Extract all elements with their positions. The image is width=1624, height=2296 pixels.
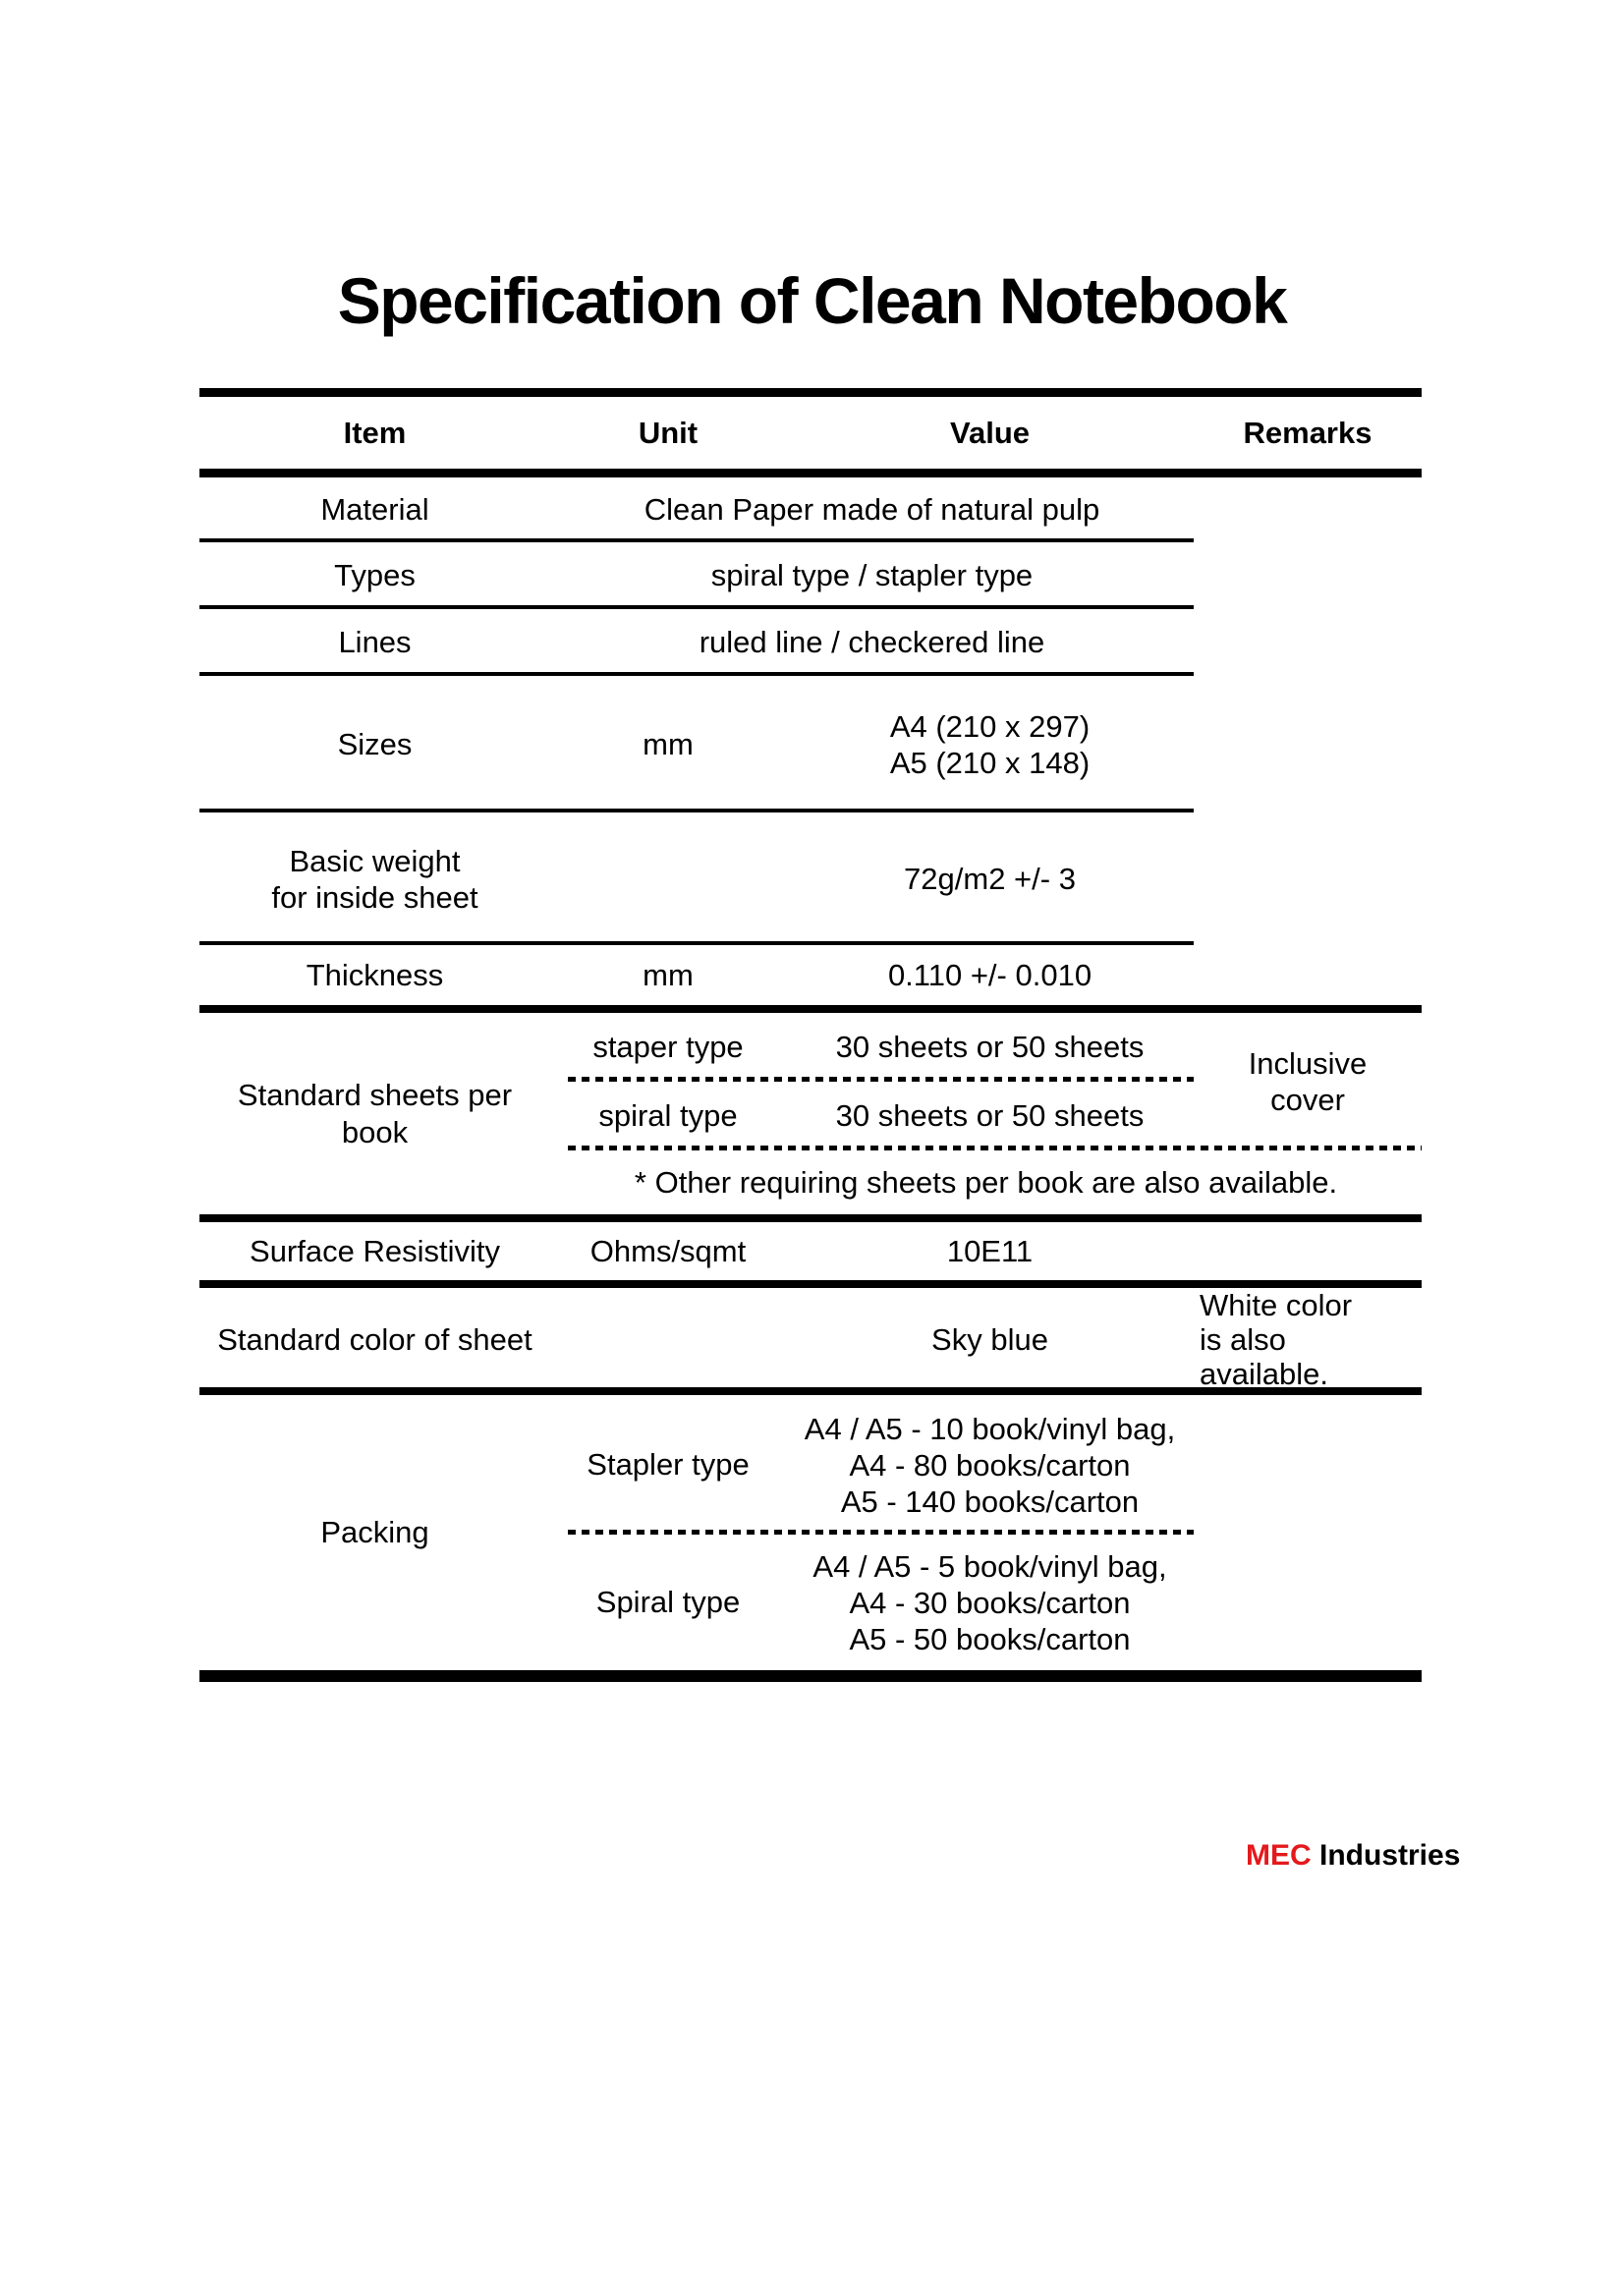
thickness-value-cell: 0.110 +/- 0.010 (887, 957, 1092, 992)
sheets-remarks-cell: Inclusive cover (1248, 1045, 1368, 1117)
sheets-item-cell: Standard sheets per book (237, 1078, 513, 1149)
column-header-unit: Unit (638, 415, 699, 450)
row-standard-sheets (199, 1013, 1422, 1222)
thickness-item-cell: Thickness (306, 957, 444, 992)
sheets-sub2-unit-cell: spiral type (598, 1098, 738, 1134)
page-title: Specification of Clean Notebook (337, 264, 1287, 337)
material-value-cell: Clean Paper made of natural pulp (644, 492, 1100, 528)
packing-sub2-value-cell: A4 / A5 - 5 book/vinyl bag, A4 - 30 books/carton A5 - 50 books/carton (812, 1548, 1167, 1656)
types-item-cell: Types (334, 558, 416, 593)
packing-sub1-unit-cell: Stapler type (587, 1447, 750, 1483)
table-header-row (199, 397, 1422, 477)
row-basic-weight (199, 812, 1422, 945)
sheets-sub1-unit-cell: staper type (592, 1030, 744, 1065)
column-header-remarks: Remarks (1243, 415, 1372, 450)
row-surface-resistivity (199, 1222, 1422, 1288)
row-standard-color (199, 1288, 1422, 1395)
column-header-value: Value (950, 415, 1030, 450)
sizes-value-cell: A4 (210 x 297) A5 (210 x 148) (889, 708, 1091, 780)
row-material (199, 477, 1422, 542)
row-thickness (199, 945, 1422, 1013)
thickness-unit-cell: mm (643, 957, 694, 992)
material-remarks-cell (1194, 477, 1422, 542)
surface-value-cell: 10E11 (946, 1233, 1034, 1268)
color-item-cell: Standard color of sheet (217, 1321, 532, 1357)
lines-item-cell: Lines (338, 625, 412, 660)
lines-value-cell: ruled line / checkered line (699, 625, 1045, 660)
color-remarks-cell: White color is also available. (1200, 1288, 1353, 1391)
types-value-cell: spiral type / stapler type (710, 558, 1034, 593)
sizes-remarks-cell (1194, 676, 1422, 812)
company-name (1246, 1839, 1460, 1873)
spec-table (199, 388, 1422, 1682)
thickness-remarks-cell (1194, 945, 1422, 1005)
material-item-cell: Material (320, 492, 429, 528)
basic-weight-remarks-cell (1194, 812, 1422, 945)
lines-remarks-cell (1194, 609, 1422, 676)
surface-item-cell: Surface Resistivity (250, 1233, 500, 1268)
packing-item-cell: Packing (320, 1515, 429, 1550)
color-unit-cell (550, 1288, 786, 1391)
surface-unit-cell: Ohms/sqmt (589, 1233, 747, 1268)
basic-weight-unit-cell (550, 812, 786, 945)
column-header-item: Item (343, 415, 407, 450)
row-lines (199, 609, 1422, 676)
basic-weight-value-cell: 72g/m2 +/- 3 (904, 861, 1076, 896)
sheets-note: * Other requiring sheets per book are also available. (634, 1164, 1338, 1200)
color-value-cell: Sky blue (931, 1321, 1048, 1357)
sizes-item-cell: Sizes (337, 726, 413, 761)
company-suffix: Industries (1319, 1839, 1461, 1872)
surface-remarks-cell (1194, 1222, 1422, 1280)
sheets-sub2-value-cell: 30 sheets or 50 sheets (835, 1098, 1145, 1134)
types-remarks-cell (1194, 542, 1422, 609)
company-prefix: MEC (1246, 1839, 1312, 1872)
sizes-unit-cell: mm (643, 726, 694, 761)
sheets-sub1-value-cell: 30 sheets or 50 sheets (835, 1030, 1145, 1065)
packing-sub2-unit-cell: Spiral type (595, 1585, 741, 1620)
row-packing (199, 1395, 1422, 1682)
packing-remarks-cell (1194, 1395, 1422, 1670)
basic-weight-item-cell: Basic weight for inside sheet (271, 843, 478, 915)
row-types (199, 542, 1422, 609)
row-sizes (199, 676, 1422, 812)
packing-sub1-value-cell: A4 / A5 - 10 book/vinyl bag, A4 - 80 books/carton A5 - 140 books/carton (804, 1411, 1176, 1519)
